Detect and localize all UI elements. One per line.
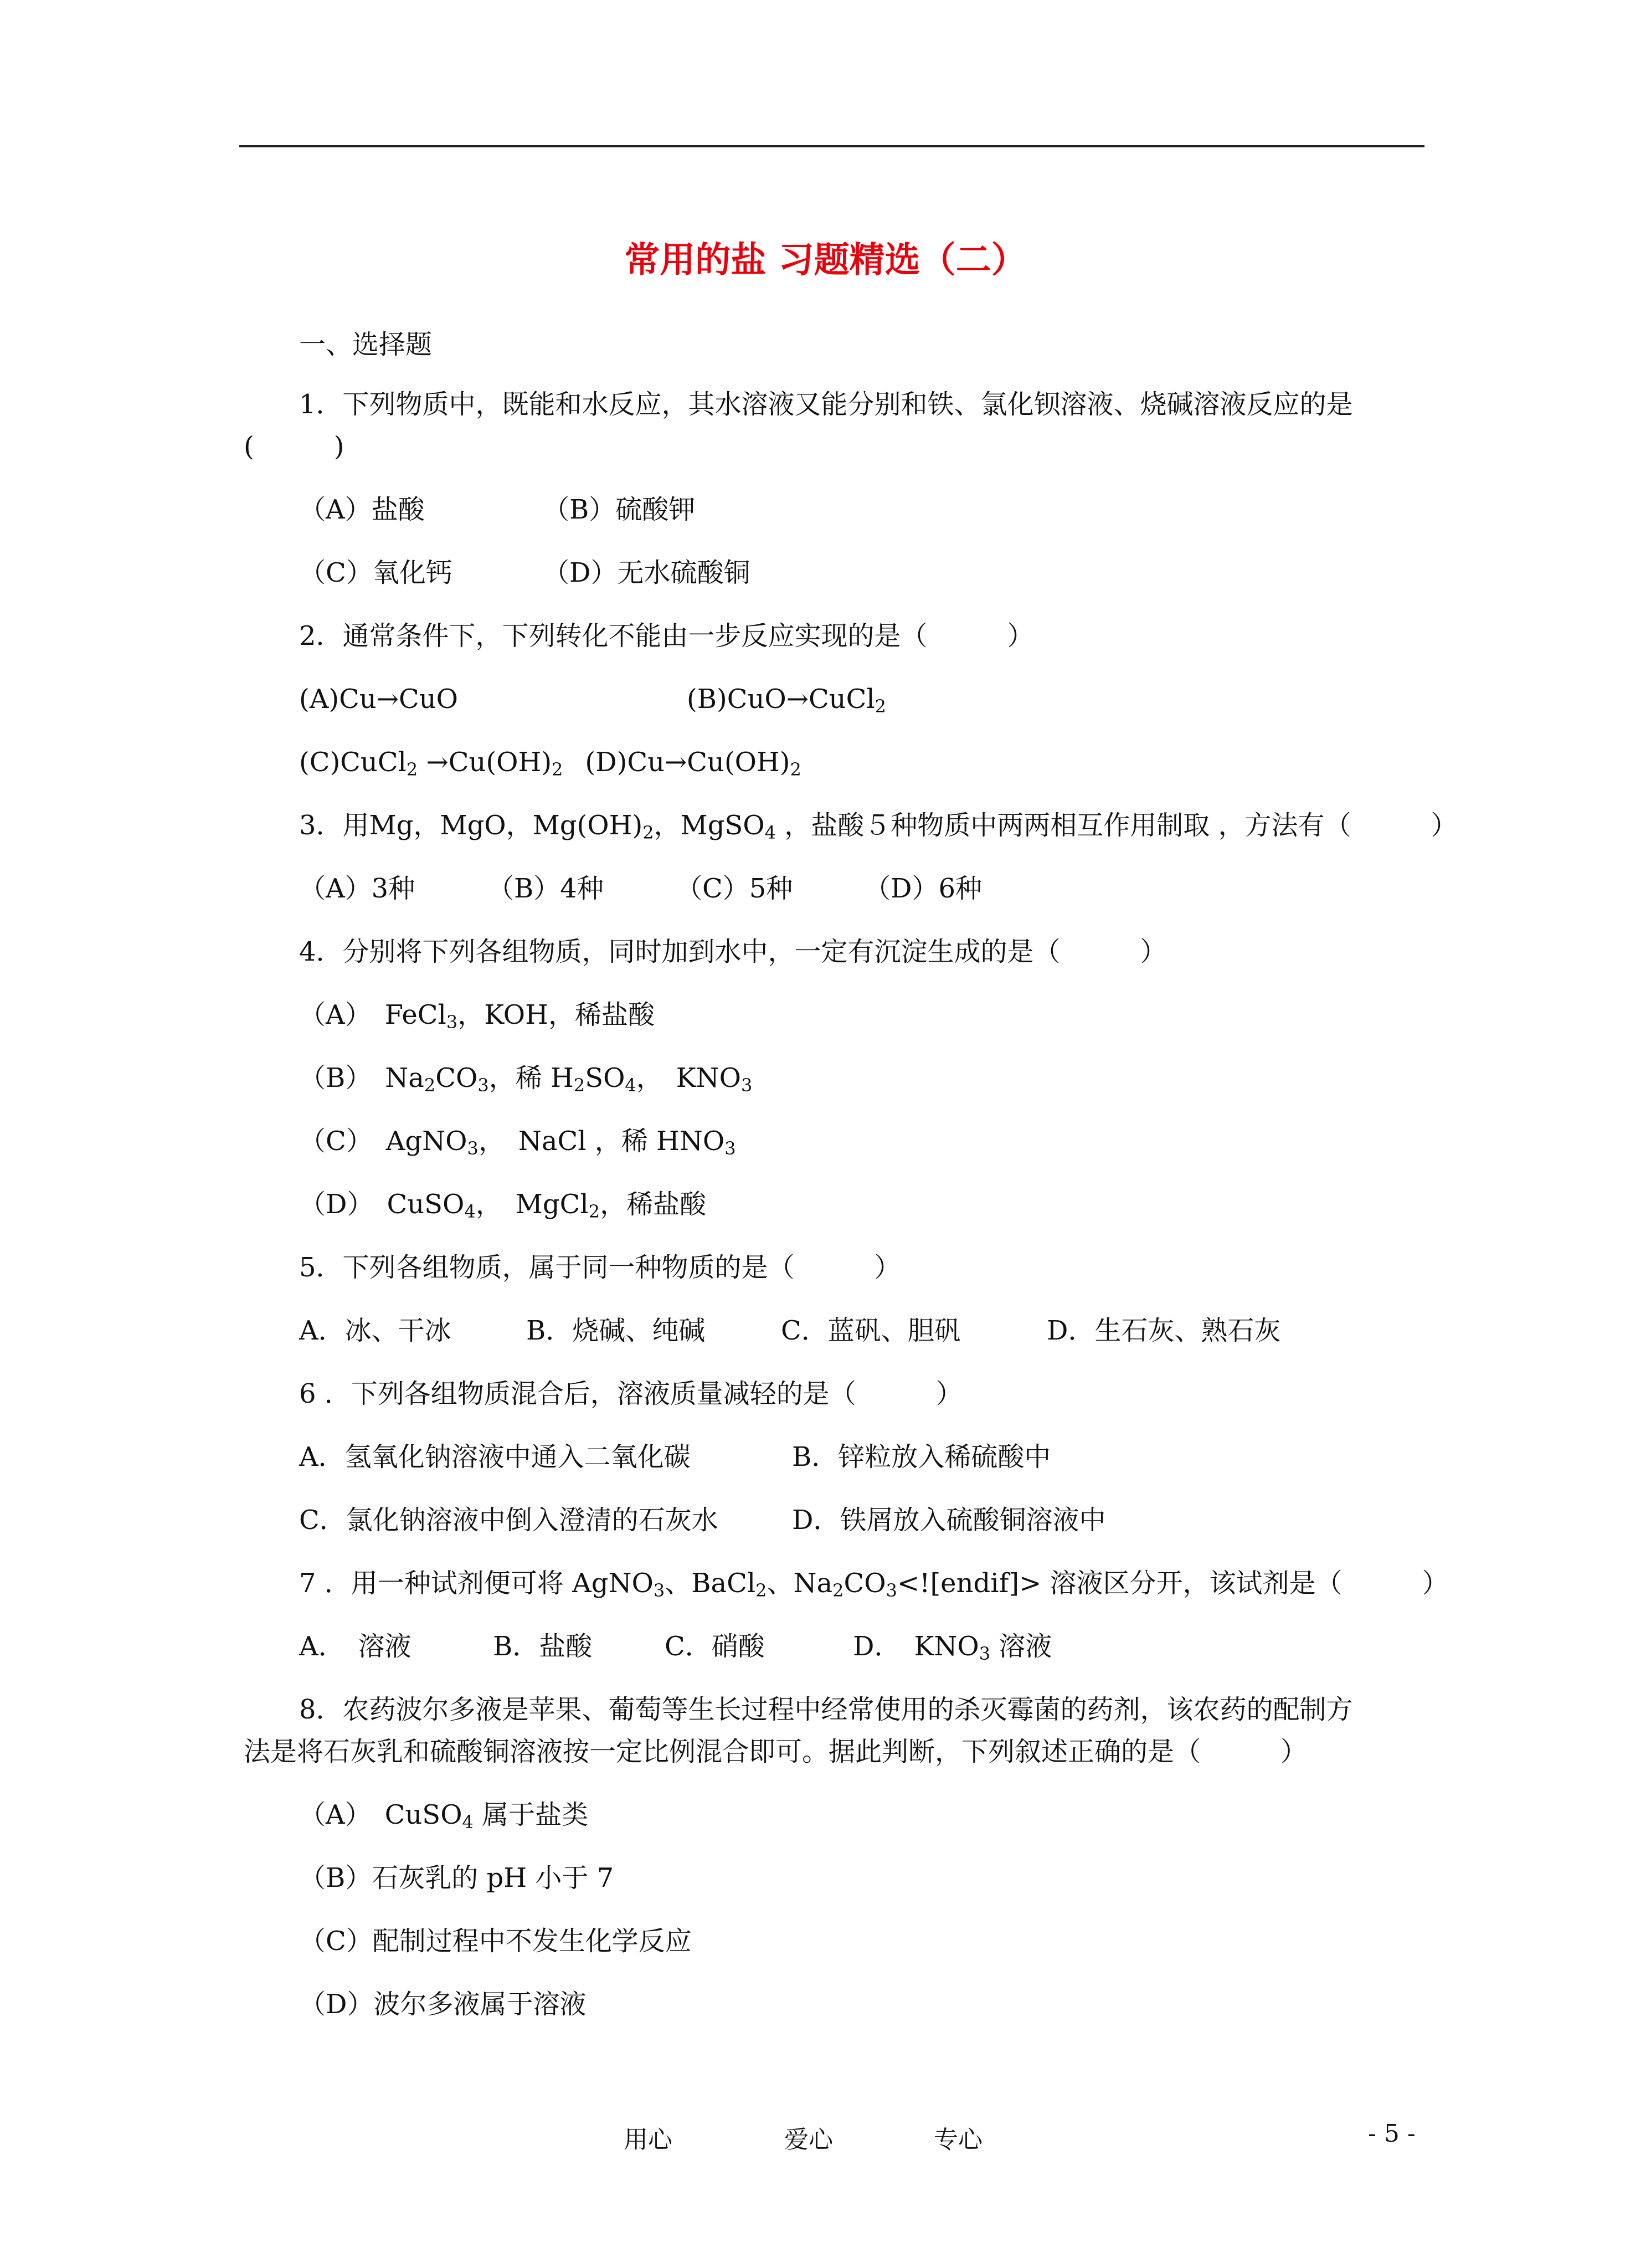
q4-option-a: （A） FeCl$_3$，KOH，稀盐酸: [299, 999, 655, 1033]
q3-option-c: （C）5种: [676, 873, 793, 904]
q5-stem: 5．下列各组物质，属于同一种物质的是（ ）: [299, 1252, 901, 1283]
q2-option-b: (B)CuO→CuCl$_2$: [687, 684, 887, 717]
q4-option-d: （D） CuSO$_4$， MgCl$_2$，稀盐酸: [299, 1189, 707, 1222]
q7-options: [299, 1630, 1052, 1663]
q1-paren: ( ): [244, 431, 344, 462]
q2-option-c: (C)CuCl$_2$ $\to Cu(OH)_2$: [299, 747, 563, 780]
q6-option-b: B．锌粒放入稀硫酸中: [792, 1441, 1051, 1472]
q5-option-b: B．烧碱、纯碱: [526, 1315, 706, 1346]
q8-option-b: （B）石灰乳的 pH 小于 7: [299, 1862, 614, 1894]
q5-option-d: D．生石灰、熟石灰: [1047, 1315, 1281, 1346]
q8-option-a: （A） CuSO$_4$ 属于盐类: [299, 1799, 589, 1833]
q7-option-c: C．硝酸: [665, 1631, 765, 1662]
q1-options-row2: [299, 556, 750, 589]
q2-options-row1: [299, 683, 886, 716]
q7-stem: 7 ．用一种试剂便可将 AgNO$_3$、BaCl$_2$、$Na_2CO_3<![endif]>$ 溶液区分开，该试剂是（ ）: [299, 1568, 1449, 1601]
q1-options-row1: [299, 493, 695, 526]
q6-option-d: D．铁屑放入硫酸铜溶液中: [792, 1505, 1106, 1536]
footer-text-3: 专心: [934, 2126, 983, 2154]
q7-option-d: D． $KNO_3$ 溶液: [853, 1631, 1052, 1664]
q6-options-row1: [299, 1440, 1051, 1474]
q6-options-row2: [299, 1504, 1106, 1537]
q3-stem: 3．用Mg，MgO，$Mg(OH)_2$，MgSO$_4$ ，盐酸５种物质中两两相互作用制取 ，方法有（ ）: [299, 810, 1458, 843]
q2-stem: 2．通常条件下，下列转化不能由一步反应实现的是（ ）: [299, 620, 1034, 651]
q1-option-b: （B）硫酸钾: [543, 494, 696, 525]
q5-option-c: C．蓝矾、胆矾: [781, 1315, 961, 1346]
q7-option-a: A． 溶液: [299, 1631, 412, 1662]
q8-stem-line1: 8．农药波尔多液是苹果、葡萄等生长过程中经常使用的杀灭霉菌的药剂，该农药的配制方: [299, 1694, 1353, 1725]
q2-option-a: (A)Cu→CuO: [299, 684, 458, 715]
q1-option-a: （A）盐酸: [299, 494, 425, 525]
q3-option-d: （D）6种: [864, 873, 983, 904]
q8-option-d: （D）波尔多液属于溶液: [299, 1989, 587, 2020]
header-rule: [239, 145, 1424, 147]
q5-options: [299, 1314, 1281, 1347]
q1-option-c: （C）氧化钙: [299, 557, 452, 588]
q8-option-c: （C）配制过程中不发生化学反应: [299, 1926, 692, 1957]
q8-stem-line2: 法是将石灰乳和硫酸铜溶液按一定比例混合即可。据此判断，下列叙述正确的是（ ）: [244, 1736, 1308, 1767]
q6-option-a: A．氢氧化钠溶液中通入二氧化碳: [299, 1441, 691, 1472]
page-title: 常用的盐 习题精选（二）: [624, 240, 1027, 281]
q4-option-c: （C） AgNO$_3$， NaCl ，稀 $HNO_3$: [299, 1126, 736, 1159]
q6-stem: 6 ．下列各组物质混合后，溶液质量减轻的是（ ）: [299, 1378, 963, 1409]
section-heading: 一、选择题: [299, 329, 433, 360]
q6-option-c: C．氯化钠溶液中倒入澄清的石灰水: [299, 1505, 718, 1536]
q1-option-d: （D）无水硫酸铜: [543, 557, 750, 588]
q1-stem: 1．下列物质中，既能和水反应，其水溶液又能分别和铁、氯化钡溶液、烧碱溶液反应的是: [299, 389, 1353, 420]
q2-options-row2: [299, 746, 801, 779]
q2-option-d: $(D)Cu\to Cu(OH)_2$: [585, 747, 801, 780]
footer-text-1: 用心: [624, 2126, 672, 2154]
q3-options: [299, 872, 982, 905]
q3-option-b: （B）4种: [487, 873, 604, 904]
page-number: - 5 -: [1368, 2120, 1416, 2148]
footer-text-2: 爱心: [784, 2126, 833, 2154]
q5-option-a: A．冰、干冰: [299, 1315, 451, 1346]
q3-option-a: （A）3种: [299, 873, 415, 904]
q4-option-b: （B） $Na_2CO_3$，稀 $H_2SO_4$， $KNO_3$: [299, 1063, 753, 1096]
q4-stem: 4．分别将下列各组物质，同时加到水中，一定有沉淀生成的是（ ）: [299, 936, 1167, 967]
q7-option-b: B．盐酸: [493, 1631, 593, 1662]
